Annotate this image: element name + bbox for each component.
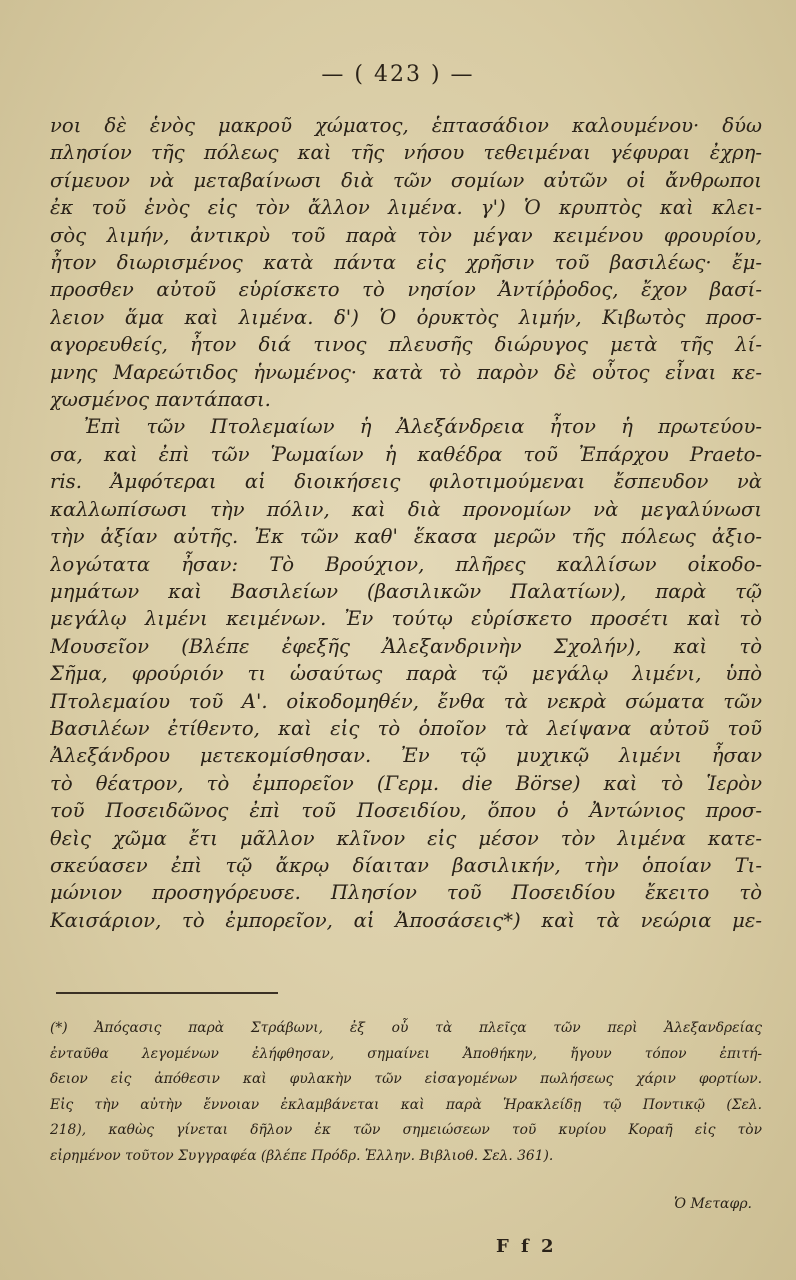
text-line: Καισάριον, τὸ ἐμπορεῖον, αἱ Ἀποσάσεις*) καὶ τὰ νεώρια με- xyxy=(50,908,762,932)
footnote-line: Εἰς τὴν αὐτὴν ἔννοιαν ἐκλαμβάνεται καὶ παρὰ Ἡρακλείδῃ τῷ Ποντικῷ (Σελ. xyxy=(50,1096,762,1113)
main-text xyxy=(50,112,762,934)
text-line: μνης Μαρεώτιδος ἡνωμένος· κατὰ τὸ παρὸν δὲ οὗτος εἶναι κε- xyxy=(50,360,762,384)
text-line: καλλωπίσωσι τὴν πόλιν, καὶ διὰ προνομίων νὰ μεγαλύνωσι xyxy=(50,497,762,521)
text-line: Πτολεμαίου τοῦ Α'. οἰκοδομηθέν, ἔνθα τὰ νεκρὰ σώματα τῶν xyxy=(50,689,762,713)
text-line: αγορευθείς, ἦτον διά τινος πλευσῆς διώρυγος μετὰ τῆς λί- xyxy=(50,333,762,357)
footnote-line: εἰρημένον τοῦτον Συγγραφέα (βλέπε Πρόδρ. Ἑλλην. Βιβλιοθ. Σελ. 361). xyxy=(50,1147,554,1164)
text-line: τὸ θέατρον, τὸ ἐμπορεῖον (Γερμ. die Börse) καὶ τὸ Ἱερὸν xyxy=(50,771,762,795)
text-line: Μουσεῖον (Βλέπε ἐφεξῆς Ἀλεξανδρινὴν Σχολήν), καὶ τὸ xyxy=(50,634,762,658)
text-line: τοῦ Ποσειδῶνος ἐπὶ τοῦ Ποσειδίου, ὅπου ὁ Ἀντώνιος προσ- xyxy=(50,799,762,823)
printer-signature-mark: F f 2 xyxy=(496,1236,557,1257)
footnote-line: δειον εἰς ἀπόθεσιν καὶ φυλακὴν τῶν εἰσαγομένων πωλήσεως χάριν φορτίων. xyxy=(50,1071,762,1087)
footnote-line: ἐνταῦθα λεγομένων ἐλήφθησαν, σημαίνει Ἀποθήκην, ἤγουν τόπον ἐπιτή- xyxy=(50,1045,762,1062)
text-line: μεγάλῳ λιμένι κειμένων. Ἐν τούτῳ εὑρίσκετο προσέτι καὶ τὸ xyxy=(50,607,762,631)
footnote-line: (*) Ἀπόςασις παρὰ Στράβωνι, ἐξ οὗ τὰ πλεῖςα τῶν περὶ Ἀλεξανδρείας xyxy=(50,1020,762,1036)
text-line: λογώτατα ἦσαν: Τὸ Βρούχιον, πλῆρες καλλίσων οἰκοδο- xyxy=(50,552,762,576)
text-line: σὸς λιμήν, ἀντικρὺ τοῦ παρὰ τὸν μέγαν κειμένου φρουρίου, xyxy=(50,223,762,247)
footnote-divider xyxy=(56,992,278,994)
translator-signature: Ὁ Μεταφρ. xyxy=(673,1196,752,1212)
text-line: ἐκ τοῦ ἑνὸς εἰς τὸν ἄλλον λιμένα. γ') Ὁ κρυπτὸς καὶ κλει- xyxy=(50,196,762,220)
text-line: μημάτων καὶ Βασιλείων (βασιλικῶν Παλατίων), παρὰ τῷ xyxy=(50,579,762,603)
text-line: σα, καὶ ἐπὶ τῶν Ῥωμαίων ἡ καθέδρα τοῦ Ἐπάρχου Praeto- xyxy=(50,442,762,466)
text-line: χωσμένος παντάπασι. xyxy=(50,388,271,412)
text-line: σίμευον νὰ μεταβαίνωσι διὰ τῶν σομίων αὐτῶν οἱ ἄνθρωποι xyxy=(50,168,762,192)
text-line: Ἐπὶ τῶν Πτολεμαίων ἡ Ἀλεξάνδρεια ἦτον ἡ πρωτεύου- xyxy=(84,415,762,439)
text-line: προσθεν αὐτοῦ εὑρίσκετο τὸ νησίον Ἀντίῤῥοδος, ἔχον βασί- xyxy=(50,278,762,302)
text-line: σκεύασεν ἐπὶ τῷ ἄκρῳ δίαιταν βασιλικήν, τὴν ὁποίαν Τι- xyxy=(50,853,762,877)
footnote-line: 218), καθὼς γίνεται δῆλον ἐκ τῶν σημειώσεων τοῦ κυρίου Κοραῆ εἰς τὸν xyxy=(50,1122,762,1138)
text-line: μώνιον προσηγόρευσε. Πλησίον τοῦ Ποσειδίου ἔκειτο τὸ xyxy=(50,881,762,905)
text-line: θεὶς χῶμα ἔτι μᾶλλον κλῖνον εἰς μέσον τὸν λιμένα κατε- xyxy=(50,826,762,850)
text-line: νοι δὲ ἑνὸς μακροῦ χώματος, ἑπτασάδιον καλουμένου· δύω xyxy=(50,114,762,137)
text-line: ἦτον διωρισμένος κατὰ πάντα εἰς χρῆσιν τοῦ βασιλέως· ἔμ- xyxy=(50,251,762,275)
text-line: ris. Ἀμφότεραι αἱ διοικήσεις φιλοτιμούμεναι ἔσπευδον νὰ xyxy=(50,470,762,494)
text-line: τὴν ἀξίαν αὐτῆς. Ἐκ τῶν καθ' ἕκασα μερῶν τῆς πόλεως ἀξιο- xyxy=(50,525,762,549)
text-line: πλησίον τῆς πόλεως καὶ τῆς νήσου τεθειμέναι γέφυραι ἐχρη- xyxy=(50,141,762,165)
text-line: λειον ἅμα καὶ λιμένα. δ') Ὁ ὀρυκτὸς λιμήν, Κιβωτὸς προσ- xyxy=(50,305,762,329)
text-line: Σῆμα, φρούριόν τι ὡσαύτως παρὰ τῷ μεγάλῳ λιμένι, ὑπὸ xyxy=(50,662,762,686)
text-line: Ἀλεξάνδρου μετεκομίσθησαν. Ἐν τῷ μυχικῷ λιμένι ἦσαν xyxy=(50,744,762,768)
text-line: Βασιλέων ἐτίθεντο, καὶ εἰς τὸ ὁποῖον τὰ λείψανα αὐτοῦ τοῦ xyxy=(50,716,762,740)
page-number: — ( 423 ) — xyxy=(321,62,475,87)
footnote xyxy=(50,1016,762,1169)
